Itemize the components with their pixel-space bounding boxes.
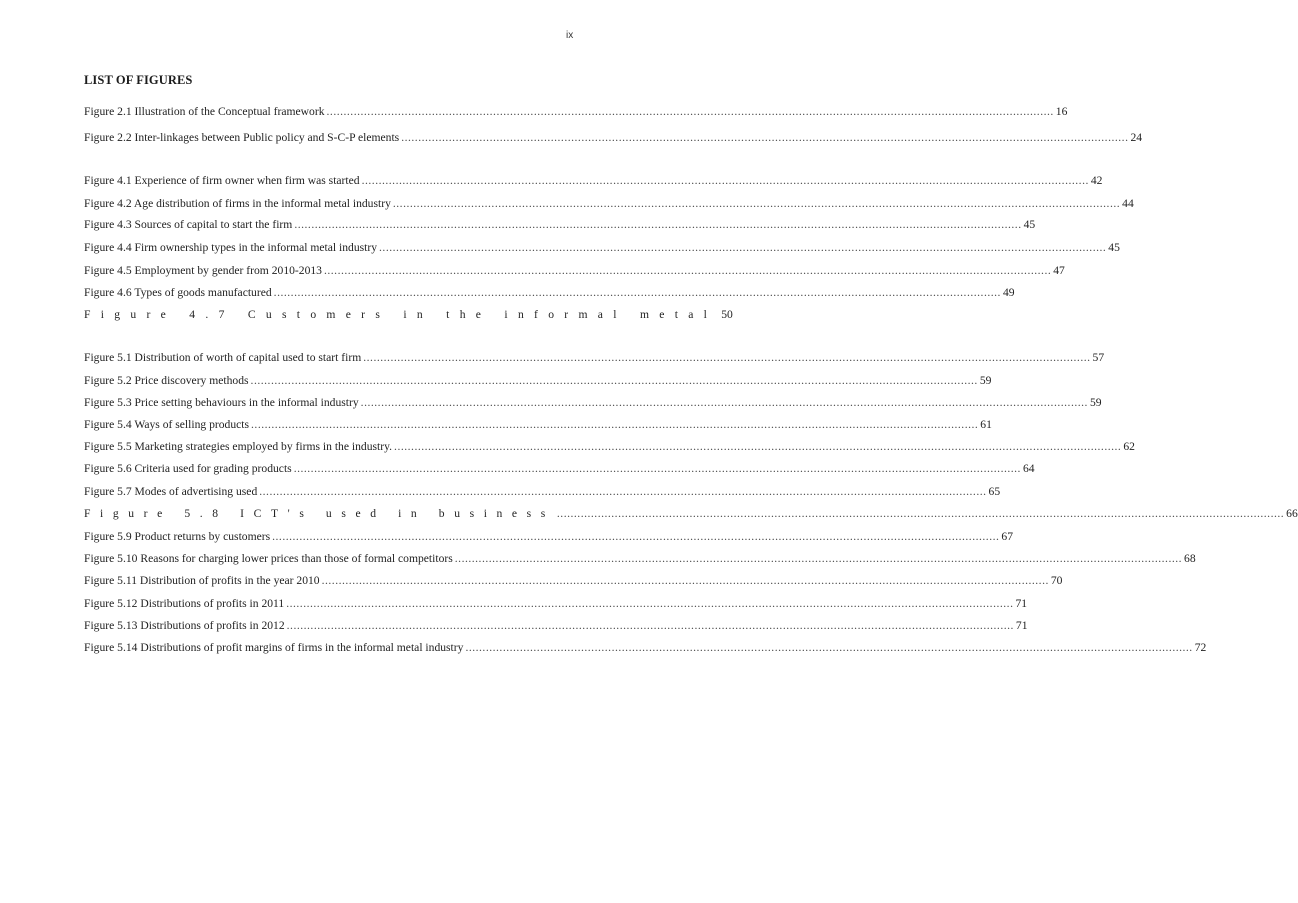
dot-leader (324, 262, 1051, 279)
figure-entry-page: 44 (1122, 197, 1134, 210)
dot-leader (322, 572, 1049, 589)
figure-entry[interactable] (84, 550, 1196, 567)
figure-entry-page: 45 (1108, 241, 1120, 254)
figure-entry[interactable] (84, 172, 1103, 189)
figure-entry[interactable] (84, 505, 1298, 522)
figure-entry-title: Figure 5.11 Distribution of profits in the year 2010 (84, 574, 320, 587)
figure-entry-page: 61 (980, 418, 992, 431)
figure-entry[interactable] (84, 129, 1143, 146)
figure-entry-page: 65 (988, 485, 1001, 498)
figure-entry-title: Figure 5.8 ICT's used in business (84, 507, 555, 520)
dot-leader (394, 438, 1121, 455)
dot-leader (362, 172, 1089, 189)
figure-entry-title: Figure 5.13 Distributions of profits in 2012 (84, 619, 285, 632)
figure-entry-title: Figure 5.7 Modes of advertising used (84, 485, 258, 498)
figure-entry[interactable] (84, 195, 1134, 212)
dot-leader (272, 528, 999, 545)
figure-entry[interactable] (84, 528, 1013, 545)
figure-entry-title: Figure 4.3 Sources of capital to start the firm (84, 218, 293, 231)
figure-entry-page: 62 (1123, 440, 1135, 453)
figure-entry-page: 59 (979, 374, 992, 387)
figure-entry[interactable] (84, 617, 1028, 634)
figure-entry[interactable] (84, 460, 1035, 477)
figure-entry-page: 67 (1001, 530, 1013, 543)
figure-entry-title: Figure 4.1 Experience of firm owner when firm was started (84, 174, 360, 187)
figure-entry[interactable] (84, 572, 1063, 589)
figure-entry-title: Figure 5.3 Price setting behaviours in the informal industry (84, 396, 359, 409)
dot-leader (251, 416, 978, 433)
dot-leader (455, 550, 1182, 567)
page-number: ix (566, 30, 574, 41)
dot-leader (294, 460, 1021, 477)
figure-entry-title: Figure 4.6 Types of goods manufactured (84, 286, 272, 299)
figure-entry-title: Figure 5.1 Distribution of worth of capital used to start firm (84, 351, 362, 364)
dot-leader (286, 595, 1013, 612)
figure-entry[interactable] (84, 372, 992, 389)
figure-entry[interactable] (84, 239, 1120, 256)
dot-leader (259, 483, 986, 500)
figure-entry-page: 66 (1286, 507, 1298, 520)
figure-entry-page: 47 (1053, 264, 1065, 277)
figure-entry[interactable] (84, 262, 1065, 279)
figure-entry-title: Figure 5.6 Criteria used for grading products (84, 462, 292, 475)
figure-entry-page: 64 (1022, 462, 1035, 475)
figure-entry[interactable] (84, 284, 1015, 301)
dot-leader (465, 639, 1192, 656)
figure-entry-title: Figure 5.12 Distributions of profits in 2011 (84, 597, 285, 610)
dot-leader (393, 195, 1120, 212)
figure-entry-page: 72 (1194, 641, 1207, 654)
dot-leader (401, 129, 1128, 146)
figure-entry[interactable] (84, 438, 1135, 455)
figure-entry-page: 49 (1002, 286, 1015, 299)
dot-leader (557, 505, 1284, 522)
dot-leader (294, 216, 1021, 233)
figure-entry-page: 16 (1055, 105, 1068, 118)
figure-entry-title: Figure 5.5 Marketing strategies employed by firms in the industry. (84, 440, 393, 453)
figure-entry-page: 71 (1015, 597, 1028, 610)
figure-entry-page: 59 (1089, 396, 1102, 409)
dot-leader (327, 103, 1054, 120)
dot-leader (287, 617, 1014, 634)
figure-entry-title: Figure 4.4 Firm ownership types in the informal metal industry (84, 241, 378, 254)
figure-entry-title: Figure 5.4 Ways of selling products (84, 418, 250, 431)
figure-entry[interactable] (84, 394, 1102, 411)
dot-leader (379, 239, 1106, 256)
dot-leader (251, 372, 978, 389)
figure-entry[interactable] (84, 595, 1028, 612)
dot-leader (361, 394, 1088, 411)
figure-entry-page: 42 (1090, 174, 1103, 187)
figure-entry[interactable] (84, 483, 1001, 500)
figure-entry[interactable] (84, 103, 1068, 120)
figure-entry-title: Figure 5.14 Distributions of profit margins of firms in the informal metal industry (84, 641, 464, 654)
dot-leader (274, 284, 1001, 301)
figure-entry-title: Figure 4.5 Employment by gender from 2010-2013 (84, 264, 322, 277)
figure-entry-page: 70 (1050, 574, 1063, 587)
figure-entry[interactable] (84, 639, 1207, 656)
figure-entry-page: 24 (1130, 131, 1143, 144)
figure-entry-title: Figure 4.7 Customers in the informal metal (84, 308, 718, 321)
figure-entry-title: Figure 5.2 Price discovery methods (84, 374, 249, 387)
figure-entry-title: Figure 5.10 Reasons for charging lower prices than those of formal competitors (84, 552, 453, 565)
figure-entry-page: 50 (721, 308, 733, 321)
figure-entry-page: 71 (1015, 619, 1028, 632)
figure-entry-page: 45 (1023, 218, 1036, 231)
figure-entry-title: Figure 2.2 Inter-linkages between Public policy and S-C-P elements (84, 131, 400, 144)
figure-entry-title: Figure 5.9 Product returns by customers (84, 530, 271, 543)
figure-entry[interactable] (84, 416, 992, 433)
figure-entry[interactable] (84, 216, 1036, 233)
figure-entry-page: 57 (1092, 351, 1105, 364)
dot-leader (363, 349, 1090, 366)
figure-entry[interactable] (84, 306, 733, 323)
figure-entry-title: Figure 4.2 Age distribution of firms in the informal metal industry (84, 197, 391, 210)
figure-entry-title: Figure 2.1 Illustration of the Conceptual framework (84, 105, 325, 118)
figure-entry[interactable] (84, 349, 1105, 366)
figure-entry-page: 68 (1184, 552, 1196, 565)
page-title: LIST OF FIGURES (84, 73, 193, 87)
